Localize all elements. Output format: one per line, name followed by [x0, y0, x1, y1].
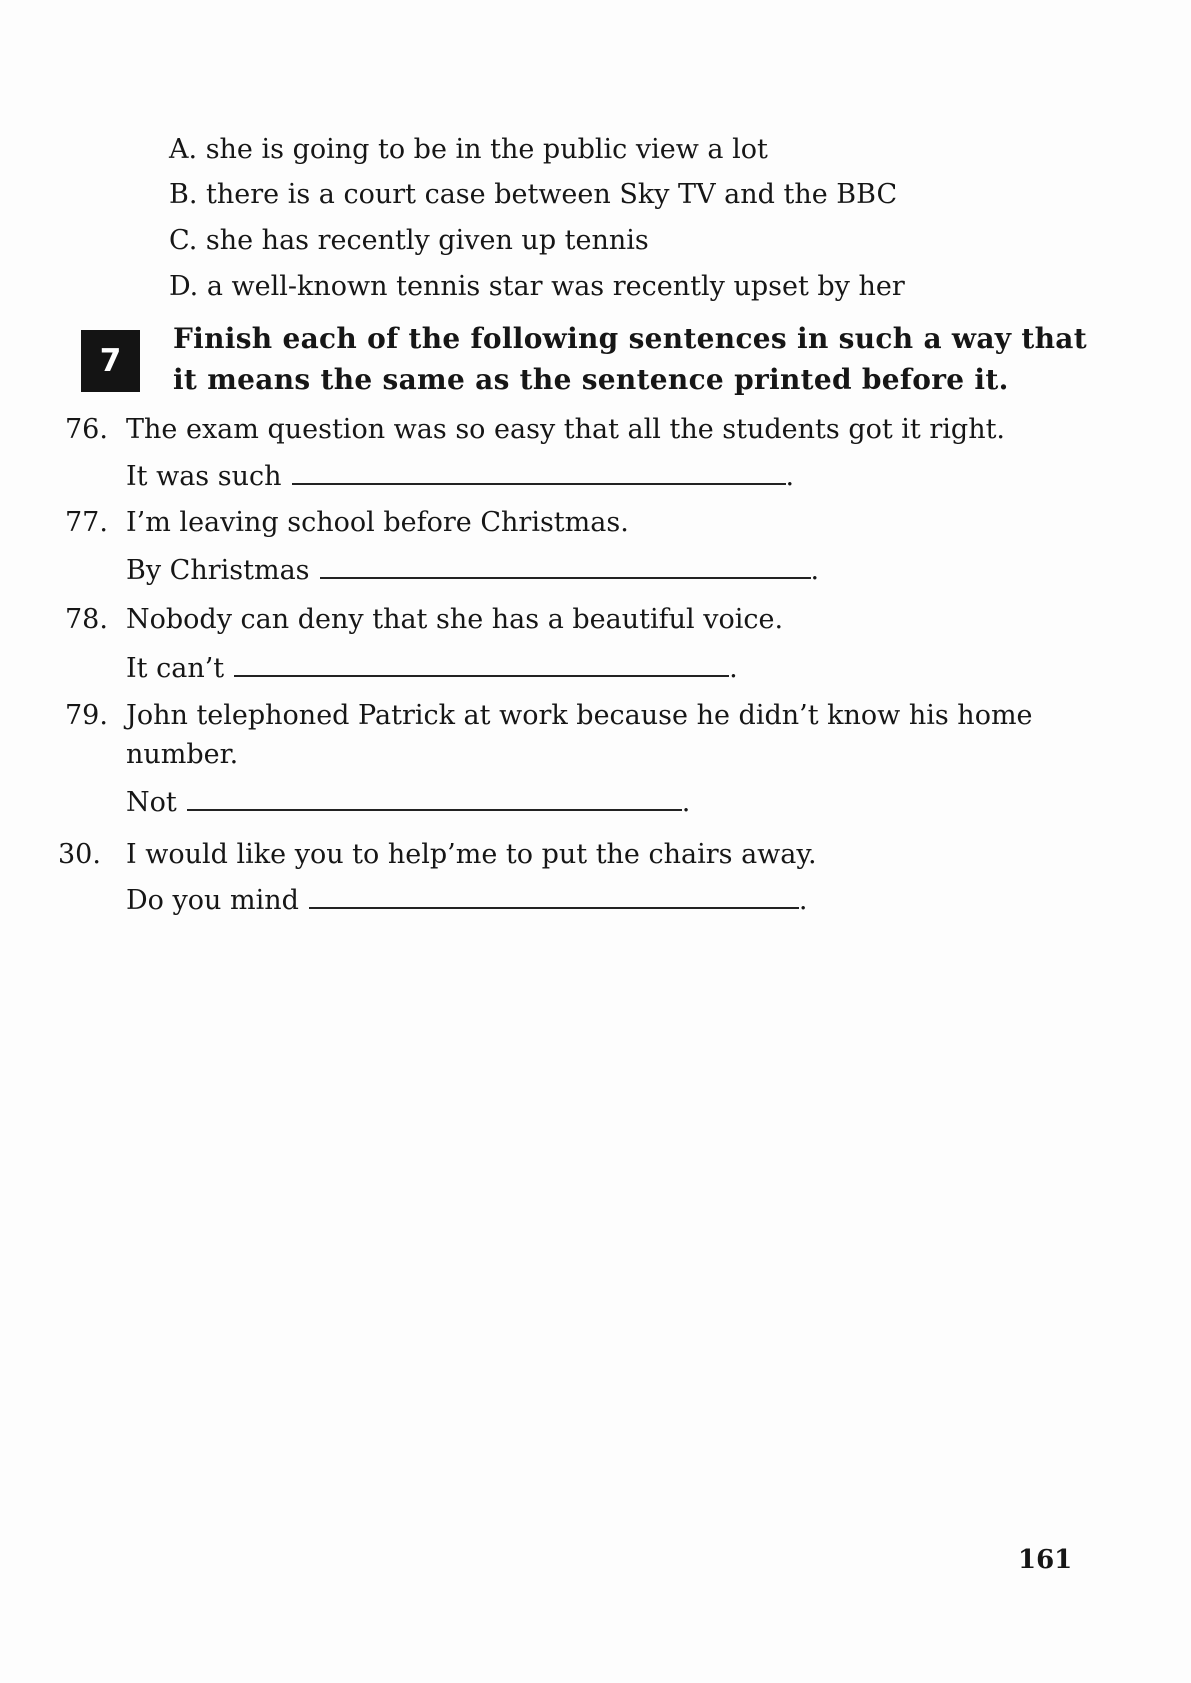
- answer-prompt: It can’t: [126, 653, 225, 684]
- section-instruction-line2: it means the same as the sentence printed before it.: [173, 363, 1009, 396]
- option-text: a well-known tennis star was recently upset by her: [206, 271, 905, 302]
- option-letter: C.: [169, 225, 198, 256]
- question-text: The exam question was so easy that all the students got it right.: [126, 414, 1006, 445]
- answer-prompt: By Christmas: [126, 555, 310, 586]
- page-number: 161: [1018, 1545, 1073, 1575]
- answer-end: .: [785, 461, 795, 492]
- question-text-continued: number.: [126, 739, 239, 770]
- answer-row: [126, 785, 690, 820]
- answer-blank[interactable]: [309, 883, 799, 909]
- question-text: I’m leaving school before Christmas.: [126, 507, 629, 538]
- option-letter: A.: [169, 134, 198, 165]
- option-d: [169, 270, 905, 304]
- answer-end: .: [681, 787, 691, 818]
- option-text: there is a court case between Sky TV and the BBC: [206, 179, 898, 210]
- question-number: 78.: [65, 604, 108, 635]
- answer-end: .: [798, 885, 808, 916]
- section-instruction-line1: Finish each of the following sentences in such a way that: [173, 322, 1087, 355]
- option-c: [169, 224, 649, 258]
- option-a: [169, 133, 768, 167]
- question-number: 77.: [65, 507, 108, 538]
- option-b: [169, 178, 897, 212]
- option-letter: B.: [169, 179, 198, 210]
- question-text: Nobody can deny that she has a beautiful voice.: [126, 604, 784, 635]
- answer-blank[interactable]: [187, 785, 682, 811]
- question-number: 79.: [65, 700, 108, 731]
- answer-prompt: Do you mind: [126, 885, 299, 916]
- answer-row: [126, 459, 794, 494]
- answer-row: [126, 651, 738, 686]
- option-letter: D.: [169, 271, 199, 302]
- answer-row: [126, 883, 807, 918]
- answer-row: [126, 553, 819, 588]
- answer-blank[interactable]: [234, 651, 729, 677]
- question-text: John telephoned Patrick at work because he didn’t know his home: [126, 700, 1033, 731]
- answer-end: .: [729, 653, 738, 684]
- question-text: I would like you to help’me to put the chairs away.: [126, 839, 817, 870]
- option-text: she has recently given up tennis: [205, 225, 649, 256]
- question-number: 30.: [58, 839, 101, 870]
- answer-end: .: [810, 555, 820, 586]
- option-text: she is going to be in the public view a lot: [205, 134, 768, 165]
- section-number-badge: 7: [81, 330, 140, 392]
- answer-blank[interactable]: [320, 553, 811, 579]
- answer-prompt: It was such: [126, 461, 282, 492]
- question-number: 76.: [65, 414, 108, 445]
- answer-blank[interactable]: [292, 459, 786, 485]
- answer-prompt: Not: [126, 787, 177, 818]
